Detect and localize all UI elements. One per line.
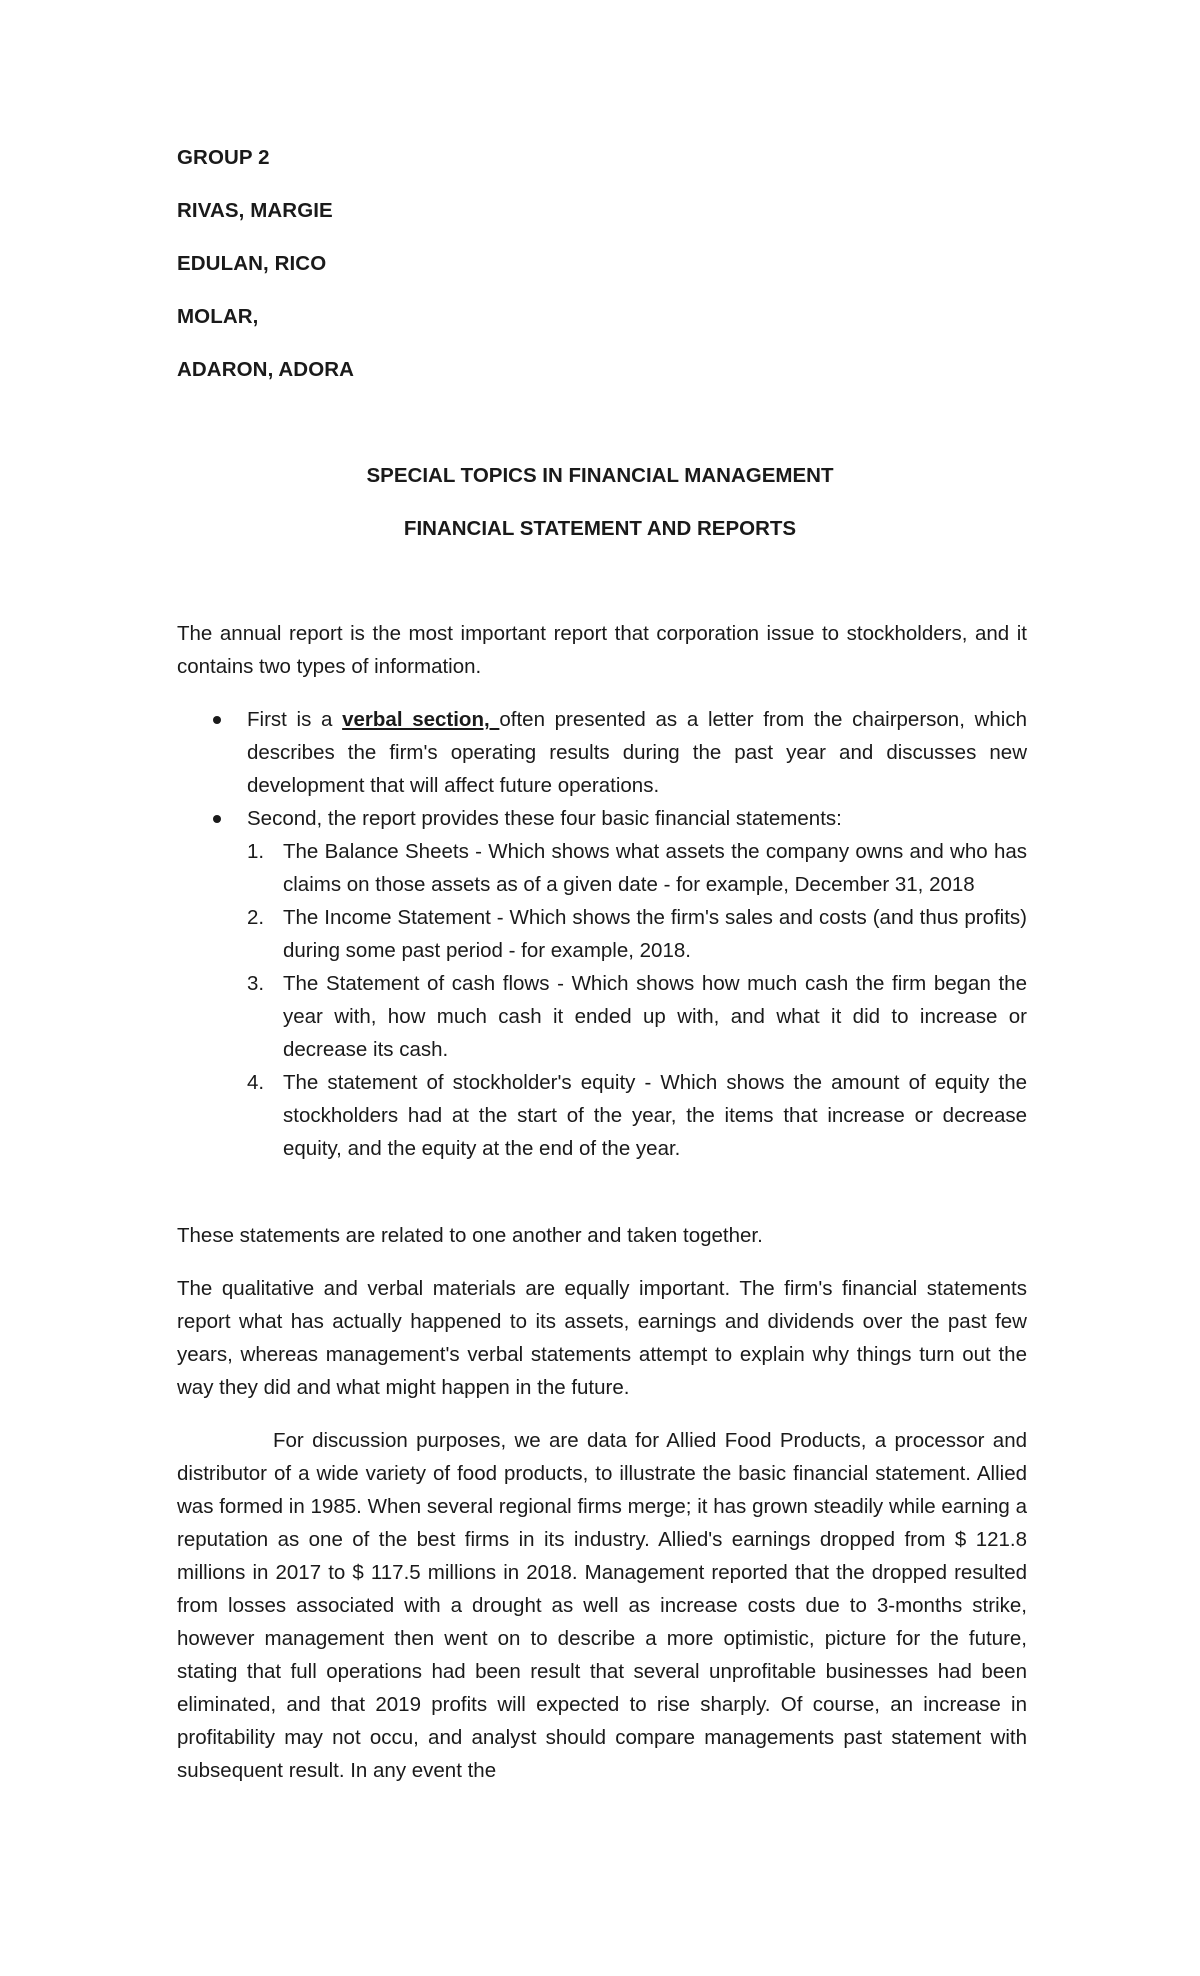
- list-number: 3.: [247, 972, 265, 995]
- statement-item: [247, 901, 1027, 967]
- list-number: 4.: [247, 1071, 265, 1094]
- bullet-text-prefix: First is a: [247, 708, 343, 731]
- bullet-item-statements: [177, 802, 1027, 1165]
- discussion-paragraph: For discussion purposes, we are data for Allied Food Products, a processor and distributor of a wide variety of food products, to illustrate the basic financial statement. Allied was formed in 1985. When several regional firms merge; it has grown steadily while earning a reputation as one of the best firms in its industry. Allied's earnings dropped from $ 121.8 millions in 2017 to $ 117.5 millions in 2018. Management reported that the dropped resulted from losses associated with a drought as well as increase costs due to 3-months strike, however management then went on to describe a more optimistic, picture for the future, stating that full operations had been result that several unprofitable businesses had been eliminated, and that 2019 profits will expected to rise sharply. Of course, an increase in profitability may not occu, and analyst should compare managements past statement with subsequent result. In any event the: [177, 1429, 1027, 1782]
- verbal-section-emphasis: verbal section,: [342, 708, 500, 731]
- statement-item: [247, 835, 1027, 901]
- course-title: SPECIAL TOPICS IN FINANCIAL MANAGEMENT: [366, 464, 834, 487]
- related-paragraph: These statements are related to one another and taken together.: [177, 1224, 763, 1247]
- statement-text: The Statement of cash flows - Which shows how much cash the firm began the year with, how much cash it ended up with, and what it did to increase or decrease its cash.: [283, 972, 1027, 1061]
- bullet-dot-icon: [213, 716, 221, 724]
- bullet-dot-icon: [213, 815, 221, 823]
- member-name: EDULAN, RICO: [177, 252, 327, 275]
- statement-list: [247, 835, 1027, 1165]
- member-name: RIVAS, MARGIE: [177, 199, 333, 222]
- bullet-text-rest: often presented as a letter from the chairperson, which describes the firm's operating results during the past year and discusses new development that will affect future operations.: [247, 708, 1027, 797]
- group-label: GROUP 2: [177, 146, 270, 169]
- statement-text: The Balance Sheets - Which shows what assets the company owns and who has claims on those assets as of a given date - for example, December 31, 2018: [283, 840, 1027, 896]
- statement-text: The Income Statement - Which shows the firm's sales and costs (and thus profits) during some past period - for example, 2018.: [283, 906, 1027, 962]
- member-name: ADARON, ADORA: [177, 358, 355, 381]
- bullet-item-verbal: [177, 703, 1027, 802]
- statement-item: [247, 967, 1027, 1066]
- bullet-text: Second, the report provides these four basic financial statements:: [247, 807, 842, 830]
- topic-title: FINANCIAL STATEMENT AND REPORTS: [403, 517, 797, 540]
- member-name: MOLAR,: [177, 305, 259, 328]
- statement-text: The statement of stockholder's equity - Which shows the amount of equity the stockholders had at the start of the year, the items that increase or decrease equity, and the equity at the end of the year.: [283, 1071, 1027, 1160]
- list-number: 1.: [247, 840, 265, 863]
- qualitative-paragraph: The qualitative and verbal materials are equally important. The firm's financial statements report what has actually happened to its assets, earnings and dividends over the past few years, whereas management's verbal statements attempt to explain why things turn out the way they did and what might happen in the future.: [177, 1277, 1027, 1399]
- statement-item: [247, 1066, 1027, 1165]
- list-number: 2.: [247, 906, 265, 929]
- bullet-list: [177, 703, 1027, 1165]
- intro-paragraph: The annual report is the most important report that corporation issue to stockholders, and it contains two types of information.: [177, 622, 1027, 678]
